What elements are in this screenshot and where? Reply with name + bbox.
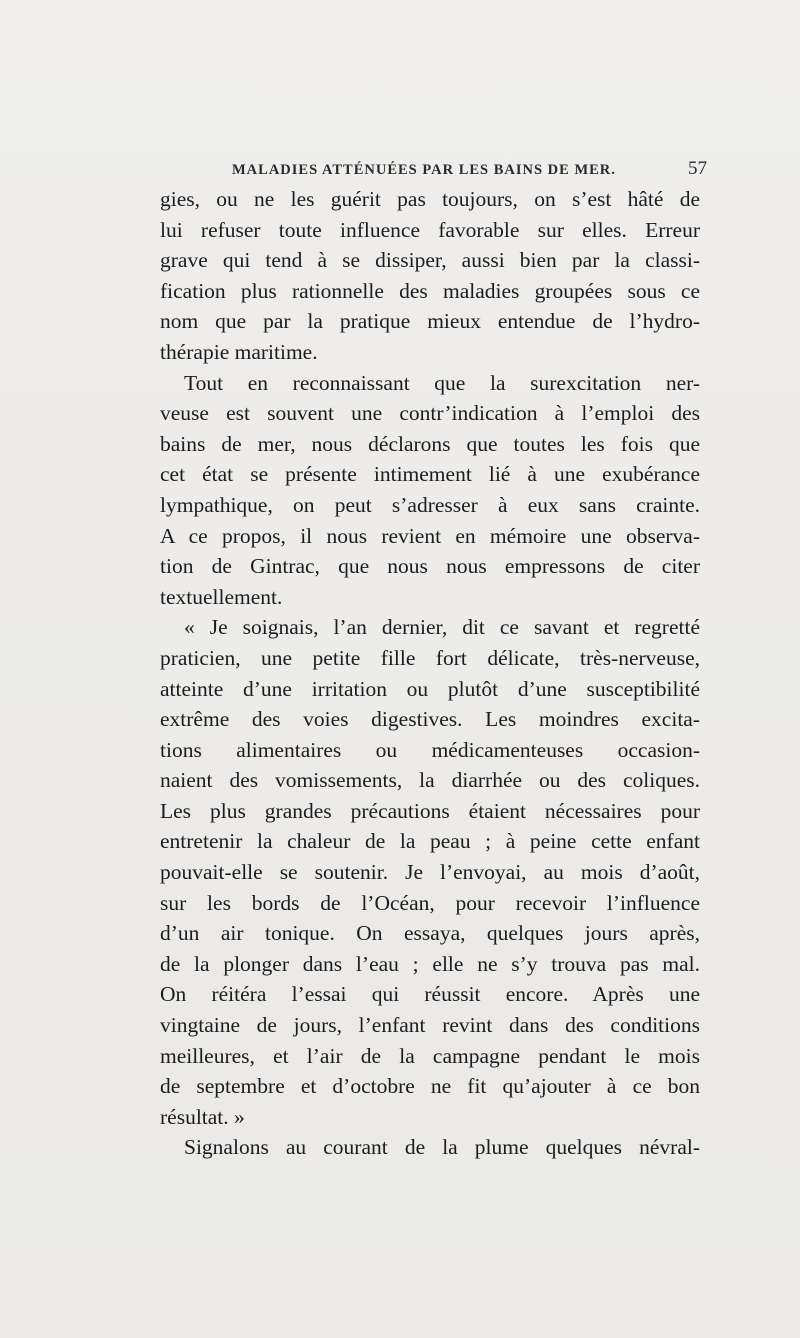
- text-line: entretenir la chaleur de la peau ; à peine cette enfant: [160, 829, 700, 854]
- text-line: cet état se présente intimement lié à une exubérance: [160, 462, 700, 487]
- text-line: gies, ou ne les guérit pas toujours, on s’est hâté de: [160, 187, 700, 211]
- text-line: de septembre et d’octobre ne fit qu’ajouter à ce bon: [160, 1074, 700, 1099]
- page-number: 57: [688, 158, 707, 179]
- text-line: lympathique, on peut s’adresser à eux sans crainte.: [160, 492, 700, 517]
- text-line: lui refuser toute influence favorable sur elles. Erreur: [160, 217, 700, 242]
- text-line: grave qui tend à se dissiper, aussi bien par la classi-: [160, 248, 700, 273]
- text-line: extrême des voies digestives. Les moindres excita-: [160, 707, 700, 732]
- text-line: d’un air tonique. On essaya, quelques jours après,: [160, 921, 700, 946]
- text-line: naient des vomissements, la diarrhée ou des coliques.: [160, 768, 700, 793]
- text-line: veuse est souvent une contr’indication à l’emploi des: [160, 401, 700, 426]
- text-line: thérapie maritime.: [160, 339, 318, 364]
- paragraph-start-line: Tout en reconnaissant que la surexcitation ner-: [184, 370, 700, 395]
- text-line: On réitéra l’essai qui réussit encore. Après une: [160, 982, 700, 1007]
- running-head: [160, 160, 707, 184]
- text-line: de la plonger dans l’eau ; elle ne s’y trouva pas mal.: [160, 951, 700, 976]
- paragraph-start-line: Signalons au courant de la plume quelques névral-: [184, 1135, 700, 1160]
- text-line: bains de mer, nous déclarons que toutes les fois que: [160, 431, 700, 456]
- text-line: tion de Gintrac, que nous nous empressons de citer: [160, 554, 700, 579]
- body-text: [160, 184, 700, 1163]
- text-line: fication plus rationnelle des maladies groupées sous ce: [160, 278, 700, 303]
- text-line: tions alimentaires ou médicamenteuses occasion-: [160, 737, 700, 762]
- text-line: textuellement.: [160, 584, 283, 609]
- text-line: pouvait-elle se soutenir. Je l’envoyai, au mois d’août,: [160, 860, 700, 885]
- text-line: résultat. »: [160, 1104, 245, 1129]
- text-line: nom que par la pratique mieux entendue de l’hydro-: [160, 309, 700, 334]
- text-line: meilleures, et l’air de la campagne pendant le mois: [160, 1043, 700, 1068]
- text-line: sur les bords de l’Océan, pour recevoir l’influence: [160, 890, 700, 915]
- paragraph-start-line: « Je soignais, l’an dernier, dit ce savant et regretté: [184, 615, 700, 640]
- text-line: praticien, une petite fille fort délicate, très-nerveuse,: [160, 645, 700, 670]
- text-line: Les plus grandes précautions étaient nécessaires pour: [160, 798, 700, 823]
- text-line: vingtaine de jours, l’enfant revint dans des conditions: [160, 1013, 700, 1038]
- text-line: A ce propos, il nous revient en mémoire une observa-: [160, 523, 700, 548]
- text-line: atteinte d’une irritation ou plutôt d’une susceptibilité: [160, 676, 700, 701]
- running-title: MALADIES ATTÉNUÉES PAR LES BAINS DE MER.: [232, 162, 616, 178]
